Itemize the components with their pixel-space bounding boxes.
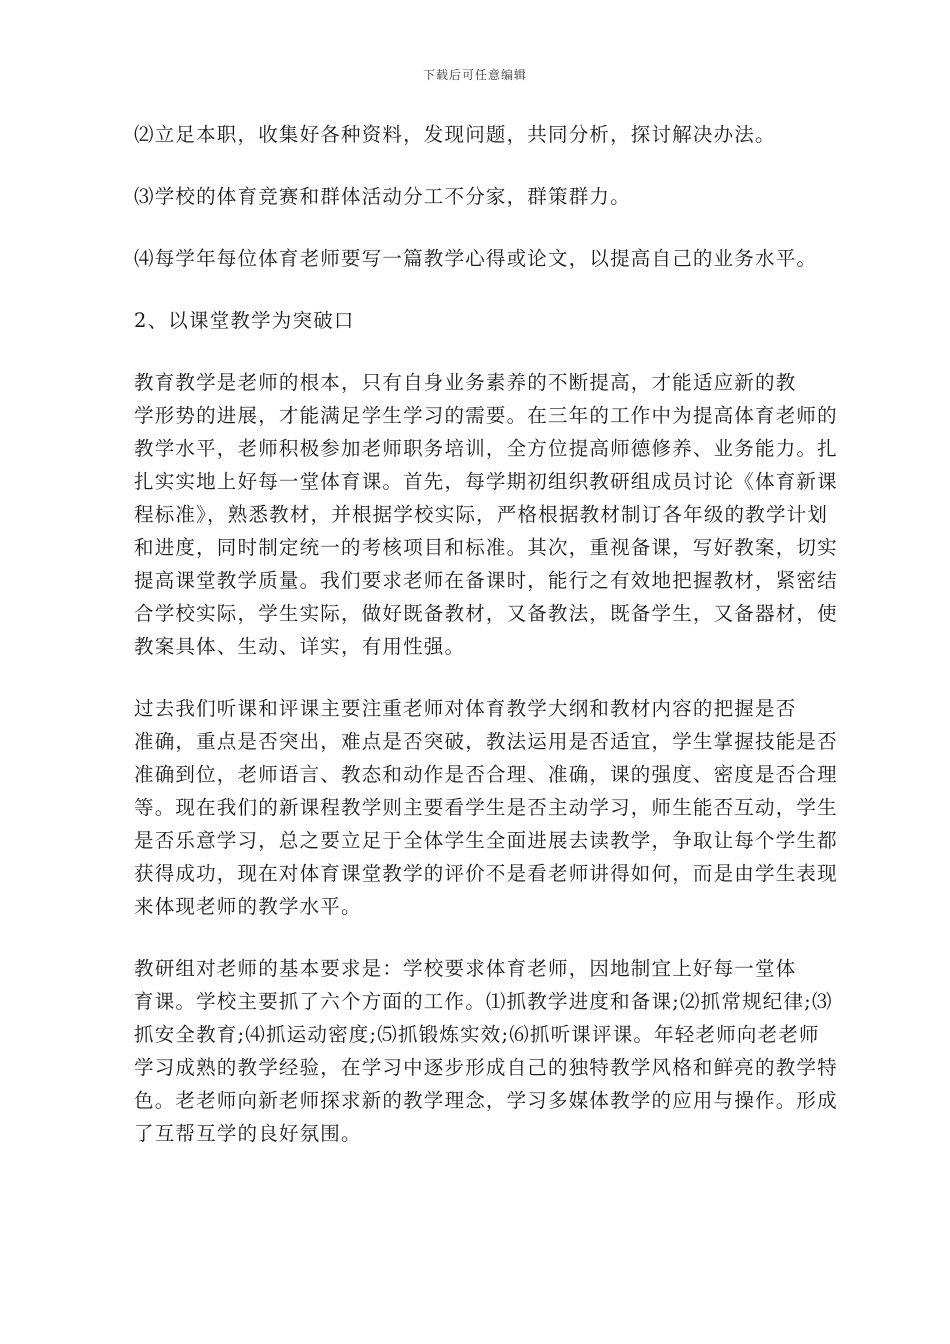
paragraph-line: 教研组对老师的基本要求是：学校要求体育老师，因地制宜上好每一堂体 (134, 957, 797, 980)
paragraph (134, 692, 850, 923)
paragraph-line: 教案具体、生动、详实，有用性强。 (134, 635, 466, 658)
paragraph-line: 准确，重点是否突出，难点是否突破，教法运用是否适宜，学生掌握技能是否 (134, 730, 838, 753)
paragraph-line: 提高课堂教学质量。我们要求老师在备课时，能行之有效地把握教材，紧密结 (134, 569, 838, 592)
paragraph-line: 程标准》，熟悉教材，并根据学校实际，严格根据教材制订各年级的教学计划 (134, 503, 829, 526)
paragraph-line: 育课。学校主要抓了六个方面的工作。⑴抓教学进度和备课;⑵抓常规纪律;⑶ (134, 990, 833, 1013)
paragraph-line: 获得成功，现在对体育课堂教学的评价不是看老师讲得如何，而是由学生表现 (134, 862, 838, 885)
section-heading: 2、以课堂教学为突破口 (134, 309, 355, 332)
paragraph-line: 学形势的进展，才能满足学生学习的需要。在三年的工作中为提高体育老师的 (134, 404, 838, 427)
list-item: ⑶学校的体育竞赛和群体活动分工不分家，群策群力。 (134, 185, 631, 208)
paragraph-line: 了互帮互学的良好氛围。 (134, 1122, 362, 1145)
paragraph-line: 是否乐意学习，总之要立足于全体学生全面进展去读教学，争取让每个学生都 (134, 829, 838, 852)
paragraph-line: 和进度，同时制定统一的考核项目和标准。其次，重视备课，写好教案，切实 (134, 536, 838, 559)
list-item: ⑷每学年每位体育老师要写一篇教学心得或论文，以提高自己的业务水平。 (134, 247, 818, 270)
paragraph (134, 952, 850, 1150)
paragraph-line: 合学校实际，学生实际，做好既备教材，又备教法，既备学生，又备器材，使 (134, 602, 838, 625)
page-header-note: 下载后可任意编辑 (422, 68, 527, 82)
document-body (134, 118, 850, 1179)
paragraph-line: 色。老老师向新老师探求新的教学理念，学习多媒体教学的应用与操作。形成 (134, 1089, 838, 1112)
paragraph-line: 准确到位，老师语言、教态和动作是否合理、准确，课的强度、密度是否合理 (134, 763, 838, 786)
paragraph-line: 教学水平，老师积极参加老师职务培训，全方位提高师德修养、业务能力。扎 (134, 437, 838, 460)
paragraph-line: 抓安全教育;⑷抓运动密度;⑸抓锻炼实效;⑹抓听课评课。年轻老师向老老师 (134, 1023, 820, 1046)
paragraph-line: 学习成熟的教学经验，在学习中逐步形成自己的独特教学风格和鲜亮的教学特 (134, 1056, 838, 1079)
paragraph-line: 过去我们听课和评课主要注重老师对体育教学大纲和教材内容的把握是否 (134, 697, 797, 720)
paragraph-line: 来体现老师的教学水平。 (134, 895, 362, 918)
paragraph (134, 366, 850, 663)
paragraph-line: 扎实实地上好每一堂体育课。首先，每学期初组织教研组成员讨论《体育新课 (134, 470, 838, 493)
list-item: ⑵立足本职，收集好各种资料，发现问题，共同分析，探讨解决办法。 (134, 123, 776, 146)
paragraph-line: 等。现在我们的新课程教学则主要看学生是否主动学习，师生能否互动，学生 (134, 796, 838, 819)
paragraph-line: 教育教学是老师的根本，只有自身业务素养的不断提高，才能适应新的教 (134, 371, 797, 394)
